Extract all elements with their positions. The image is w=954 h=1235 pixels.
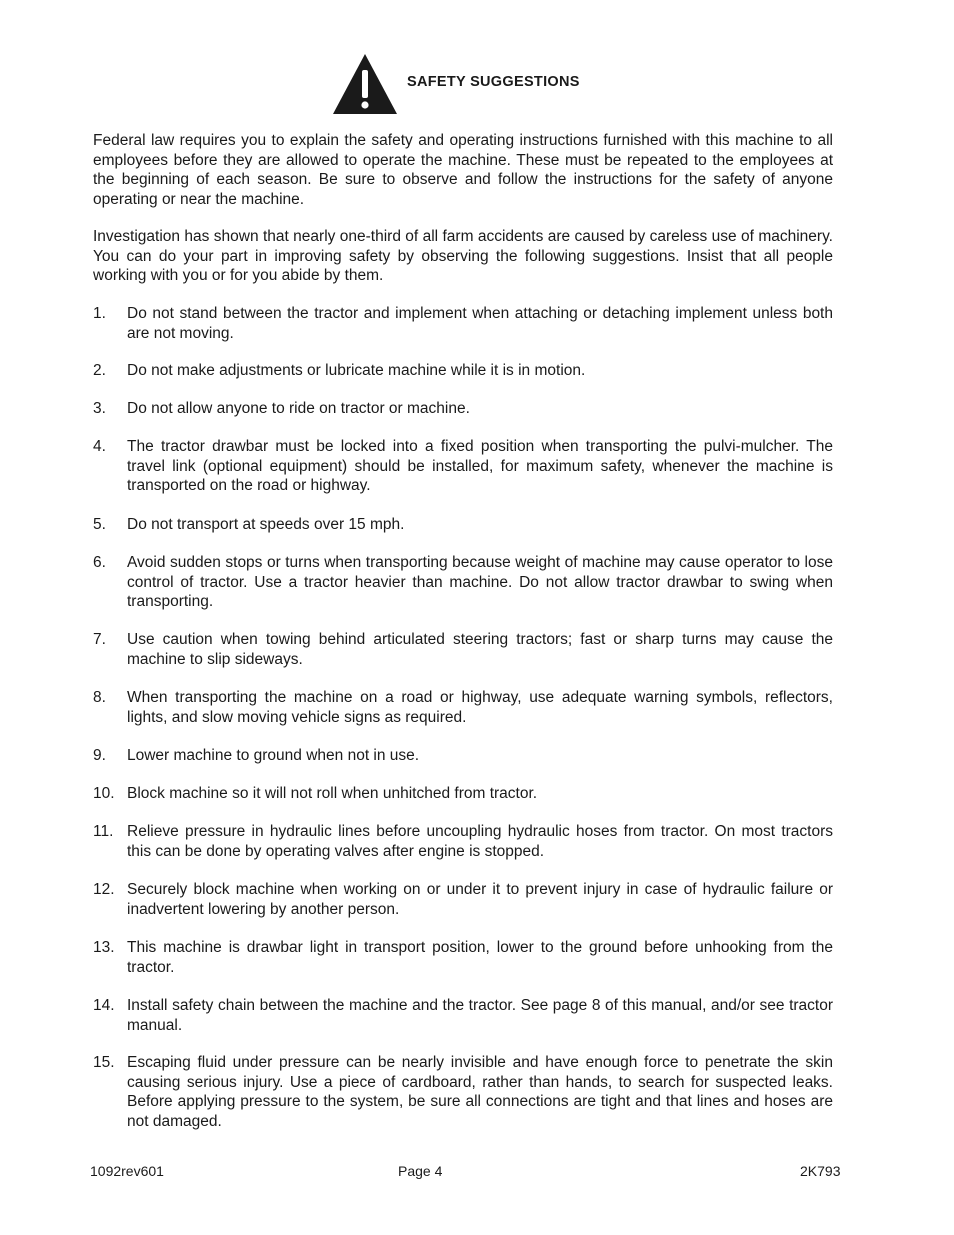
warning-triangle-icon (331, 52, 399, 116)
page-header (331, 52, 580, 116)
list-item (93, 688, 833, 727)
document-code: 2K793 (800, 1163, 841, 1179)
item-text: Avoid sudden stops or turns when transporting because weight of machine may cause operator to lose control of tractor. Use a tractor heavier than machine. Do not allow tractor drawbar to swing when transporting. (127, 554, 833, 610)
list-item (93, 553, 833, 612)
item-text: Block machine so it will not roll when unhitched from tractor. (127, 785, 538, 802)
intro-paragraph: Federal law requires you to explain the safety and operating instructions furnished with this machine to all employees before they are allowed to operate the machine. These must be repeated to the employees at the beginning of each season. Be sure to observe and follow the instructions for the safety of anyone operating or near the machine. (93, 132, 833, 208)
item-number: 11. (93, 823, 114, 840)
item-text: The tractor drawbar must be locked into a fixed position when transporting the pulvi-mulcher. The travel link (optional equipment) should be installed, for maximum safety, whenever the machine is transported on the road or highway. (127, 438, 833, 494)
item-number: 12. (93, 881, 115, 898)
list-item (93, 996, 833, 1035)
list-item (93, 1053, 833, 1131)
list-item (93, 938, 833, 977)
item-text: Securely block machine when working on or under it to prevent injury in case of hydraulic failure or inadvertent lowering by another person. (127, 881, 833, 918)
item-number: 2. (93, 362, 106, 379)
item-number: 15. (93, 1054, 115, 1071)
item-text: Use caution when towing behind articulated steering tractors; fast or sharp turns may cause the machine to slip sideways. (127, 631, 833, 668)
list-item (93, 746, 833, 766)
page-number: Page 4 (398, 1163, 443, 1179)
list-item (93, 880, 833, 919)
item-number: 8. (93, 689, 106, 706)
list-item (93, 361, 833, 381)
item-number: 7. (93, 631, 106, 648)
item-number: 1. (93, 305, 106, 322)
list-item (93, 515, 833, 535)
list-item (93, 630, 833, 669)
item-number: 9. (93, 747, 106, 764)
item-number: 3. (93, 400, 106, 417)
list-item (93, 304, 833, 343)
item-text: Do not transport at speeds over 15 mph. (127, 516, 405, 533)
item-text: Escaping fluid under pressure can be nearly invisible and have enough force to penetrate the skin causing serious injury. Use a piece of cardboard, rather than hands, to search for suspected leaks. Before applying pressure to the system, be sure all connections are tight and that lines and hoses are not damaged. (127, 1054, 833, 1130)
page-title: SAFETY SUGGESTIONS (407, 74, 580, 90)
list-item (93, 822, 833, 861)
list-item (93, 784, 833, 804)
item-number: 4. (93, 438, 106, 455)
item-number: 6. (93, 554, 106, 571)
investigation-paragraph: Investigation has shown that nearly one-third of all farm accidents are caused by careless use of machinery. You can do your part in improving safety by observing the following suggestions. Insist that all people working with you or for you abide by them. (93, 228, 833, 284)
item-text: This machine is drawbar light in transport position, lower to the ground before unhooking from the tractor. (127, 939, 833, 976)
item-text: Do not stand between the tractor and implement when attaching or detaching implement unless both are not moving. (127, 305, 833, 342)
item-text: Lower machine to ground when not in use. (127, 747, 420, 764)
list-item (93, 399, 833, 419)
item-text: When transporting the machine on a road or highway, use adequate warning symbols, reflectors, lights, and slow moving vehicle signs as required. (127, 689, 833, 726)
item-number: 13. (93, 939, 115, 956)
item-number: 14. (93, 997, 115, 1014)
item-text: Do not allow anyone to ride on tractor or machine. (127, 400, 470, 417)
item-text: Do not make adjustments or lubricate machine while it is in motion. (127, 362, 586, 379)
list-item (93, 437, 833, 496)
item-text: Relieve pressure in hydraulic lines before uncoupling hydraulic hoses from tractor. On most tractors this can be done by operating valves after engine is stopped. (127, 823, 833, 860)
document-revision: 1092rev601 (90, 1163, 164, 1179)
item-number: 10. (93, 785, 115, 802)
item-text: Install safety chain between the machine and the tractor. See page 8 of this manual, and/or see tractor manual. (127, 997, 833, 1034)
item-number: 5. (93, 516, 106, 533)
